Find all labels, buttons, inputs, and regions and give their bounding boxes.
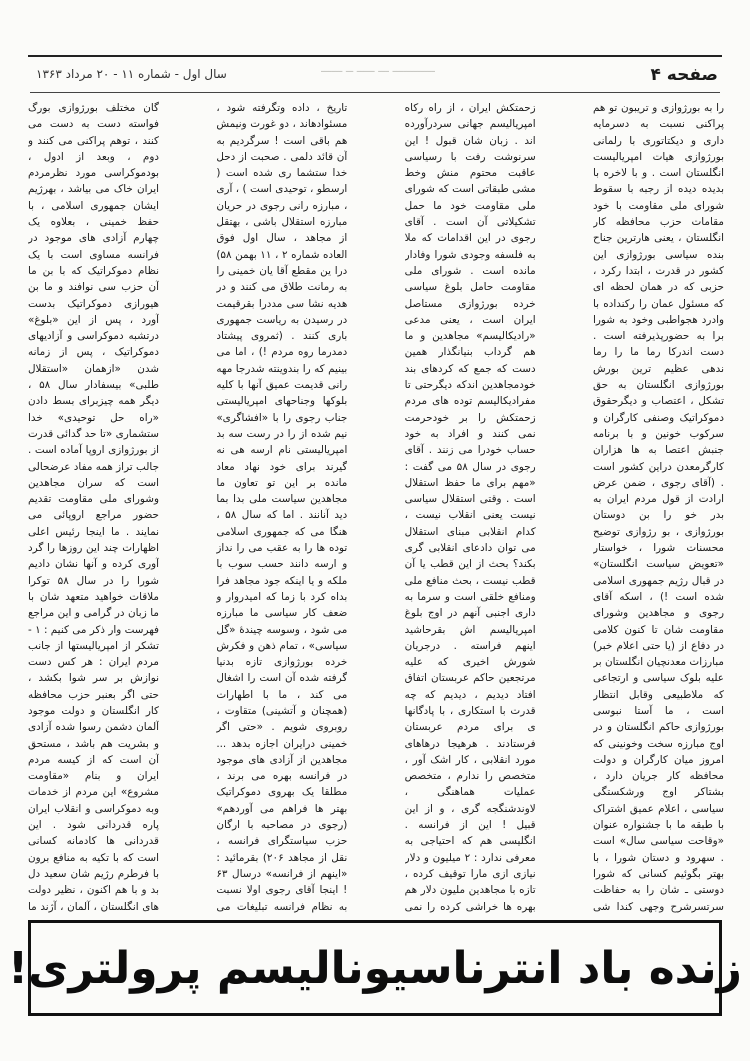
header-rule (30, 92, 720, 93)
column-text: گان مختلف بورژوازی بورگ فواسته دست به دست می کنند ، توهم پراکنی می کنند و دوم ، وبعد از ادول ، بودموکراسی مورد نظرمردم ایران خاک می بیاشد ، بهرژیم ایشان جمهوری اسلامی ، با حفظ خمینی ، بعلاوه یک چهارم آزادی های موجود در فرانسه مساوی است با یک نظام دموکراتیک که با بن ما آن حزب سی نوافند و ما بن هیورازی دموکراتیک بدست آورد ، پس از این «بلوغ» درتشبه دموکراسی و آزادیهای دموکراتیک ، پس از زمانه شدن «ازهمان «استقلال طلبی» بیسفادار سال ۵۸ ، دیگر همه چیزبرای بسط دادن «راه حل توحیدی» خدا ستشماری «تا حد گدائی قدرت از بورژوازی اروپا آماده است . جالب تراز همه مفاد عرضحالی است که سران مجاهدین وشورای ملی مقاومت تقدیم حضور مراجع اروپائی می نمایند . ما اینجا رئیس اعلی اظهارات چند این روزها را گرد آوری کرده و آنها نشان دادیم شورا را در سال ۵۸ توکرا ملاقات خواهید متعهد شان با ما زبان در گرامی و این مراجع فهرست وار ذکر می کنیم : ۱ - تشکر از امپریالیستها از جانب مردم ایران : هر کس دست نوازش بر سر شوا بکشد ، حتی اگر بعنبر حزب محافظه کار انگلستان و دولت موجود آلمان دشمن رسوا شده آزادی و بشریت هم باشد ، مستحق آن است که از کیسه مردم ایران و بنام «مقاومت مشروع» این مردم از خدمات وبه دموکراسی و انقلاب ایران پاره قدردانی شود . این قدردانی ها کادمانه کسانی است که با تکیه به منافع برون با فرطرم رژیم شان سعید دل بد و با هم اکنون ، نظیر دولت های انگلستان ، آلمان ، آژند ما (28, 102, 159, 913)
page-header (28, 55, 722, 93)
article-column-1 (593, 100, 724, 915)
article-column-4 (28, 100, 159, 915)
article-column-3 (216, 100, 347, 915)
column-text: زحمتکش ایران ، از راه رکاه امپریالیسم جهانی سردرآورده اند . زبان شان قبول ! این سرنوشت رفت با رسیاسی عاقبت محتوم منش وخط مشی طبقاتی است که شورای ملی مقاومت خود ما حمل تشکیلاتی آن است . آقای رجوی در این اقدامات که ملا به فلسفه وجودی شورا وفادار مانده است . شورای ملی مقاومت حامل بلوغ سیاسی خرده بورژوازی مستاصل ایران است ، یعنی مدعی «رادیکالیسم» مجاهدین و ما هم گرداب بنیانگذار همین دست که جمع که کردهای بند خودمجاهدین اندکه دیگرحتی تا مفرادیکالیسم توده های مردم زحمتکش را بر خودحرمت نمی کنند و افراد به خود حساب خودرا می زنند . آقای رجوی در سال ۵۸ می گفت : «مهم برای ما حفظ استقلال است . وقتی استقلال سیاسی نیست یعنی انقلاب نیست ، کدام انقلابی مبنای استقلال می توان دادعای انقلابی گری بکند؟ بحث از این قطب یا آن قطب نیست ، بحث منافع ملی ومنافع خلقی است و سرما به داری اجنبی آنهم در اوج بلوغ امپریالیسم اش بقرحاشید اینهم فراسته . درجریان شورش اخیری که علیه مرتجعین حاکم عربستان اتفاق افتاد دیدیم ، دیدیم که چه قدرت با استکاری ، با پادگانها ی برای مردم عربستان فرستادند . هرهیجا درهاهای مورد انقلابی ، کار اشک آور ، متخصص را ندارم ، متخصص عملیات هماهنگی ، لاوندشنگجه گری ، و از این قبیل ! این از فرانسه . انگلیسی هم که احتیاجی به معرفی ندارد : ۲ میلیون و دلار نیازی ازی مارا توقیف کرده ، تازه با مجاهدین ملیون دلار هم بهره ها خراشی کرده را نمی (404, 102, 536, 913)
article-columns (28, 100, 724, 915)
slogan-banner (8, 920, 742, 1016)
slogan-text: زنده باد انترناسیونالیسم پرولتری! (8, 942, 742, 994)
article-column-2 (405, 100, 536, 915)
column-text: تاریخ ، داده وتگرفته شود ، مسئوادهاند ، دو غورت ونیمش هم باقی است ! سرگردیم به آن قائد دلمی . صحبت از دحل خدا ستشما ری شده است ( ارسطو ، توحیدی است ) ، آری ، مبارزه رانی رجوی در حریان مبارزه استقلال باشی ، بهتقل از مجاهد ، سال اول فوق العاده شماره ۲ ، ۱۱ بهمن ۵۸) درا ین مقطع آقا یان خمینی را به رمانت طلاق می کنند و در هدیه نشا سی مددرا بقرقیمت در رسیدن به ریاست جمهوری باری کنند . (ثمروی پیشتاد دمدرما روه مردم !) ، اما می بینیم که را بندوینته شدرجا مهه رانی قدیمت عمیق آنها با کلیه بلوکها وجناحهای امپریالیستی جناب رجوی را با «افشاگری» نیم شده از را در رست سه بد امپریالیستی نام ارسه هی نه گیرند برای خود نهاد معاد مانده بر این تو تعاون ما مجاهدین سیاست ملی بدا بما دید آنانند . اما که سال ۵۸ ، هنگا می که جمهوری اسلامی توده ها را به عقب می را نداز و ارسه دانند حسب سوب با ملکه و یا اینکه جود مجاهد فرا بداه کرد با زما که امیدروار و ضعف کار سیاسی ما مبارزه می شود ، وسوسه چیندهٔ «گل سیاسی» ، تمام ذهن و فکرش خرده بورژوازی تازه بدنیا گرفته شده آن است را اشغال می کند ، ما با اطهارات (همچنان و آتشینی) متقاوت ، روبروی شویم . «حتی اگر خمینی درایران اجازه بدهد ... مجاهدین از آزادی های موجود در فرانسه بهره می برند ، مطلقا یک بهروی دموکراتیک بهتر ها فراهم می آوردهم» (رجوی در مصاحبه با ارگان حزب سیاستگرای فرانسه ، نقل از مجاهد ۲۰۶) بقرمائید : «اینهم از فرانسه» درسال ۶۳ ! اینجا آقای رجوی اولا نسبت به نظام فرانسه تبلیغات می (216, 102, 348, 913)
issue-info: سال اول - شماره ۱۱ - ۲۰ مرداد ۱۳۶۳ (36, 67, 227, 81)
faded-masthead: ــــــــــــ ـــ ـــــ ــ ــــــ (321, 61, 435, 75)
column-text: را به بورژوازی و تریبون تو هم پراکنی نسبت به دسرمایه داری و دیکتاتوری با رلمانی بورژوازی هیات امپریالیست انگلستان است . و با لاخره با بدیده دیده از رجبه با سقوط شورای ملی مقاومت با خود مقامات حزب محافظه کار انگلستان ، یعنی هارترین جناح بنده سیاسی بورژوازی این کشور در قدرت ، ابتدا رکرد ، حزبی که در همان لحظه ای که مسئول عمان را رکنداده با وادرد هجواطبی وخود به شورا برا به حضورپذیرفته است . دست اندرکا رما ما را رما ندهی عظیم ترین بورش بورژوازی انگلستان به حق تشکل ، اعتصاب و دیگرحقوق دموکراتیک وصنفی کارگران و سرکوب خونین و با برنامه جنبش اعتصا به ها هزاران کارگرمعدن دراین کشور است . (آقای رجوی ، ضمن عرض ارادت از قول مردم ایران به بدر خو را بن دوستان بورژوازی ، بو رژوازی توضیح محسنات شورا ، خواستار «تعویض سیاست انگلستان» در قبال رژیم جمهوری اسلامی شده است !) ، اسکه آقای رجوی و مجاهدین وشورای مقاومت شان تا کنون کلامی در دفاع از (یا حتی اعلام خبر) مبارزات معدنچیان انگلستان بر علیه بلوک سیاسی و ارتجاعی که ملاطبیعی وقابل انتظار است ، ما آستا نبوسی بورژوازی حاکم انگلستان و در اوج مبارزه سخت وخونینی که امروز میان کارگران و دولت محافظه کار جریان دارد ، بشتاکر اوج ورشکستگی سیاسی ، اعلام عمیق اشتراک با طبقه ما با جشنواره عنوان «وقاحت سیاسی سال» است . سهرود و دستان شورا ، با بهتر بگوئیم کسانی که شورا دوستی ـ شان را به حفاظت سرتسرشرح وجهی کندا شی (592, 102, 724, 913)
page-number-label: صفحه ۴ (650, 65, 718, 85)
